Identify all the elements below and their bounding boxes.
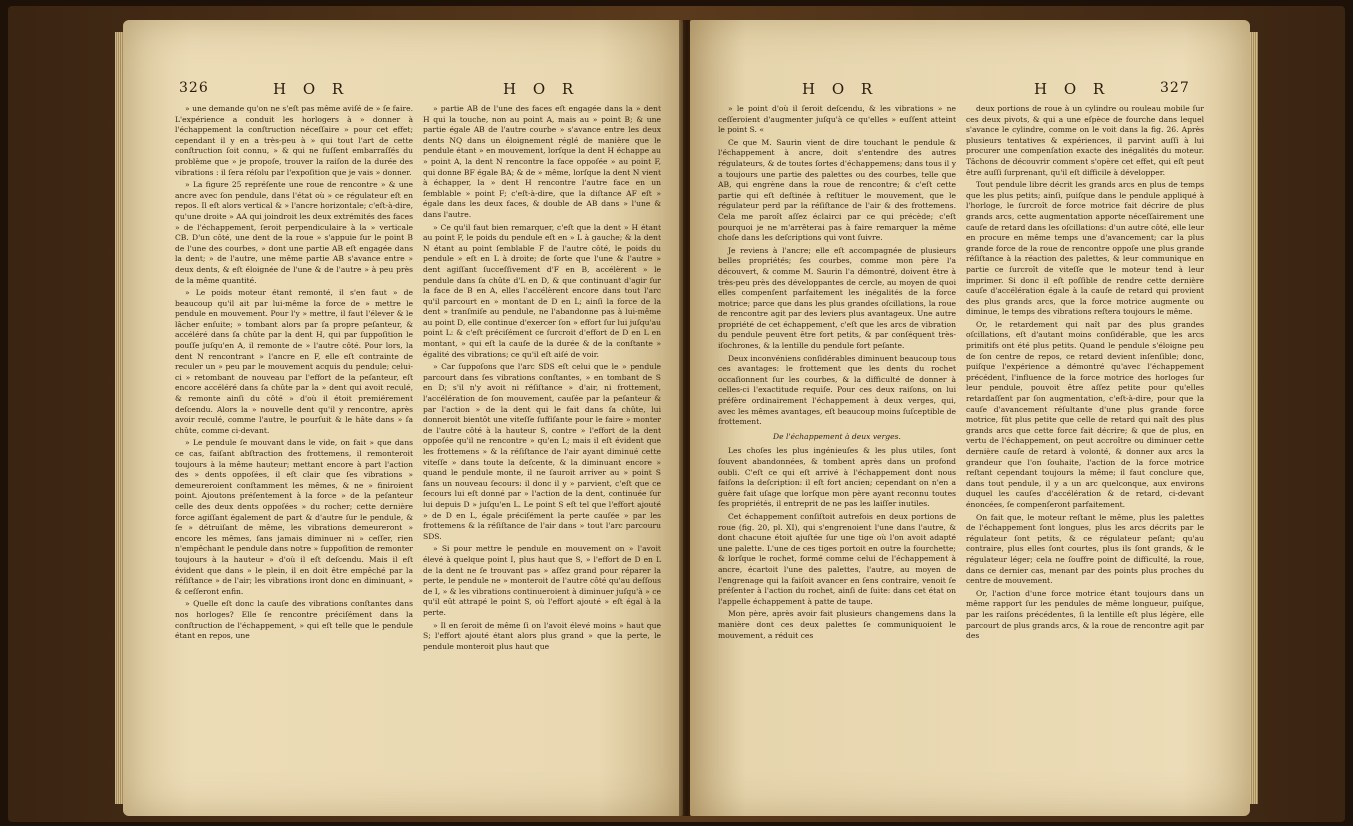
page-number-326: 326 — [179, 80, 209, 96]
paragraph: Les choſes les plus ingénieuſes & les plus utiles, ſont ſouvent abandonnées, & tombent après dans un profond oubli. C'eſt ce qui eſt arrivé à l'échappement dont nous faiſons la deſcription: il eſt fort ancien; cependant on n'en a guère fait uſage que lorſque mon père ayant reconnu toutes ſes propriétés, il entreprit de ne pas les laiſſer inutiles. — [718, 446, 956, 509]
paragraph: Or, le retardement qui naît par des plus grandes oſcillations, eſt d'autant moins conſidérable, que les arcs primitifs ont été plus petits. Quand le pendule s'éloigne peu de ſon centre de repos, ce retard devient inſenſible; donc, puiſque l'expérience a démontré qu'avec l'échappement précédent, l'influence de la force motrice des horloges ſur leur pendule, pouvoit être aſſez petite pour qu'elles retardaſſent par ſon augmentation, c'eſt-à-dire, pour que la cauſe d'avancement réſultante d'une plus grande force motrice, fût plus petite que celle de retard qui naît des plus grands arcs que cette force fait décrire; & que de plus, en vertu de l'échappement, on peut accroître ou diminuer cette dernière cauſe de retard à volonté, & donner aux arcs la grandeur que l'on ſouhaite, l'action de la force motrice reſtant cependant toujours la même; il faut conclure que, dans tout pendule, il y a un arc quelconque, aux environs duquel les cauſes d'accélération & de retard, ci-devant énoncées, ſe compenſeront parfaitement. — [966, 319, 1204, 509]
right-page-column-1 — [718, 104, 956, 794]
paragraph: deux portions de roue à un cylindre ou rouleau mobile ſur ces deux pivots, & qui a une eſpèce de fourche dans lequel s'avance le cylindre, comme on le voit dans la fig. 26. Après plusieurs tentatives & expériences, il parvint auſſi à lui procurer une compenſation exacte des inégalités du moteur. Tâchons de découvrir comment s'opère cet effet, qui eſt peut être auſſi ſurprenant, qu'il eſt difficile à développer. — [966, 104, 1204, 177]
left-page-column-1 — [175, 104, 413, 794]
right-page — [690, 20, 1250, 816]
paragraph: » Car ſuppoſons que l'arc SDS eſt celui que le » pendule parcourt dans ſes vibrations conſtantes, » en tombant de S en D; s'il n'y avoit ni réſiſtance » d'air, ni frottement, l'accélération de ſon mouvement, cauſée par la peſanteur & par l'action » de la dent qui le fait dans ſa chûte, lui donneroit bientôt une viteſſe ſuffiſante pour le faire » monter de l'autre côté à la hauteur S, contre » l'effort de la dent oppoſée qu'il ne rencontre » qu'en L; mais il eſt évident que les frottemens » & la réſiſtance de l'air ayant diminué cette viteſſe » dans toute la deſcente, & la diminuant encore » quand le pendule monte, il ne ſauroit arriver au » point S ſans un nouveau ſecours: il donc il y » parvient, c'eſt que ce ſecours lui eſt donné par » l'action de la dent, continuée ſur lui depuis D » juſqu'en L. Le point S eſt tel que l'effort ajouté » de D en L, égale préciſément la perte cauſée » par les frottemens & la réſiſtance de l'air dans » tout l'arc parcouru SDS. — [423, 362, 661, 541]
running-head-left: H O R — [273, 80, 350, 98]
paragraph: Mon père, après avoir fait plusieurs changemens dans la manière dont ces deux palettes ſe communiquoient le mouvement, a réduit ces — [718, 609, 956, 640]
right-page-header — [690, 80, 1250, 102]
running-head-right: H O R — [1034, 80, 1111, 98]
running-head-left: H O R — [802, 80, 879, 98]
paragraph: » Il en ſeroit de même ſi on l'avoit élevé moins » haut que S; l'effort ajouté étant alors plus grand » que la perte, le pendule monteroit plus haut que — [423, 620, 661, 651]
paragraph: » partie AB de l'une des faces eſt engagée dans la » dent H qui la touche, non au point A, mais au » point B; & une partie égale AB de l'autre courbe » s'avance entre les deux dents NQ dans un éloignement réglé de manière que le pendule étant » en mouvement, lorſque la dent H échappe au » point A, la dent N rencontre la face oppoſée » au point F, qui donne BF égale BA; & de » même, lorſque la dent N vient à échapper, la » dent H rencontre l'autre face en un ſemblable » point F; c'eſt-à-dire, que la diſtance AF eſt » égale dans les deux faces, & double de AB dans » l'une & dans l'autre. — [423, 104, 661, 219]
paragraph: » le point d'où il ſeroit deſcendu, & les vibrations » ne ceſſeroient d'augmenter juſqu'à ce qu'elles » euſſent atteint le point S. « — [718, 104, 956, 135]
paragraph: » Le pendule ſe mouvant dans le vide, on fait » que dans ce cas, faiſant abſtraction des frottemens, il remonteroit toujours à la même hauteur; mettant encore à part l'action des » dents oppoſées, il eſt clair que ſes vibrations » demeureroient conſtamment les mêmes, & ne » finiroient point. Ajoutons préſentement à la force » de la peſanteur celle des deux dents oppoſées » du rocher; cette dernière force agiſſant également de part & d'autre ſur le pendule, & ſe » détruiſant de même, les vibrations demeureront » encore les mêmes, ſans jamais diminuer ni » ceſſer, rien n'empêchant le pendule dans notre » ſuppoſition de remonter toujours à la hauteur » d'où il eſt deſcendu. Mais il eſt évident que dans » le plein, il en doit être empêché par la réſiſtance » de l'air; les vibrations iront donc en diminuant, » & ceſſeront enfin. — [175, 438, 413, 596]
left-page — [123, 20, 683, 816]
left-page-edges — [115, 32, 123, 804]
right-page-column-2 — [966, 104, 1204, 794]
left-page-header — [123, 80, 683, 102]
right-page-edges — [1250, 32, 1258, 804]
paragraph: » une demande qu'on ne s'eſt pas même aviſé de » ſe faire. L'expérience a conduit les horlogers à » donner à l'échappement la conſtruction néceſſaire » pour cet effet; cependant il y en a très-peu à » qui tout l'art de cette conſtruction ſoit connu, » & qui ne fuſſent embarraſſés du problème que » je propoſe, trouver la raiſon de la durée des vibrations : il ſera réſolu par l'expoſition que je vais » donner. — [175, 104, 413, 177]
left-page-column-2 — [423, 104, 661, 794]
paragraph: » Le poids moteur étant remonté, il s'en faut » de beaucoup qu'il ait par lui-même la force de » mettre le pendule en mouvement. Pour l'y » mettre, il faut l'élever & le lâcher enſuite; » tombant alors par ſa propre peſanteur, & accéléré dans ſa chûte par la dent H, qui par ſuppoſition le pouſſe juſqu'en A, il remonte de » l'autre côté. Pour lors, la dent N rencontrant » l'ancre en F, elle eſt contrainte de reculer un » peu par le mouvement acquis du pendule; celui-ci » retombant de nouveau par l'effort de la peſanteur, eſt encore accéléré dans ſa chûte par la » dent qui avoit reculé, & remonte ainſi du côté » d'où il étoit premiérement deſcendu. Alors la » nouvelle dent qu'il y rencontre, après avoir reculé, comme l'autre, le pourſuit & le hâte dans » ſa chûte, comme ci-devant. — [175, 288, 413, 435]
running-head-right: H O R — [503, 80, 580, 98]
page-number-327: 327 — [1160, 80, 1190, 96]
paragraph: Ce que M. Saurin vient de dire touchant le pendule & l'échappement à ancre, doit s'entendre des autres régulateurs, & de toutes ſortes d'échappemens; dans tous il y a toujours une partie des palettes ou des courbes, telle que AB, qui engrène dans la roue de rencontre; & c'eſt cette partie qui eſt deſtinée à reſtituer le mouvement, que le régulateur perd par la réſiſtance de l'air & des frottemens. Cela me paroît aſſez éclairci par ce qui précède; c'eſt pourquoi je ne m'arrêterai pas à faire remarquer la même choſe dans les deſcriptions qui vont ſuivre. — [718, 137, 956, 243]
open-book — [8, 6, 1345, 822]
paragraph: Tout pendule libre décrit les grands arcs en plus de temps que les plus petits; ainſi, puiſque dans le pendule appliqué à l'horloge, le ſurcroît de force motrice fait décrire de plus grands arcs, cette augmentation apporte néceſſairement une cauſe de retard dans les oſcillations: d'un autre côté, elle leur en procure en même temps une d'avancement; car la plus grande force de la roue de rencontre oppoſe une plus grande réſiſtance à la réaction des palettes, & leur communique en partie ce ſurcroît de viteſſe que le moteur tend à leur imprimer. Si donc il eſt poſſible de rendre cette dernière cauſe d'accélération égale à la cauſe de retard qui provient des plus grands arcs, que la force motrice augmente ou diminue, le temps des vibrations reſtera toujours le même. — [966, 180, 1204, 317]
paragraph: Or, l'action d'une force motrice étant toujours dans un même rapport ſur les pendules de même longueur, puiſque, par les raiſons précédentes, ſi la lentille eſt plus légère, elle parcourt de plus grands arcs, & la roue de rencontre agit par des — [966, 588, 1204, 641]
paragraph: » Ce qu'il faut bien remarquer, c'eſt que la dent » H étant au point F, le poids du pendule eſt en » L à gauche; & la dent N étant au point ſemblable F de l'autre côté, le poids du pendule » eſt en L à droite; de ſorte que l'une & l'autre » dent agiſſant ſucceſſivement d'F en B, accélèrent » le pendule dans ſa chûte d'L en D, & que continuant d'agir ſur la face de B en A, elles l'accélèrent encore dans tout l'arc qu'il parcourt en » montant de D en L; ainſi la force de la dent » tranſmiſe au pendule, ne l'abandonne pas à lui-même au point D, elle continue d'exercer ſon » effort ſur lui juſqu'au point L: & c'eſt préciſément ce ſurcroit d'effort de D en L en montant, » qui eſt la cauſe de la durée & de la conſtante » égalité des vibrations; ce qu'il eſt aiſé de voir. — [423, 222, 661, 359]
paragraph: » Si pour mettre le pendule en mouvement on » l'avoit élevé à quelque point I, plus haut que S, » l'effort de D en L de la dent ne ſe trouvant pas » aſſez grand pour réparer la perte, le pendule ne » monteroit de l'autre côté qu'au deſſous de I, » & les vibrations continueroient à diminuer juſqu'à » ce qu'il eût attrapé le point S, où l'effort ajouté » eſt égal à la perte. — [423, 544, 661, 617]
paragraph: On fait que, le moteur reſtant le même, plus les palettes de l'échappement ſont longues, plus les arcs décrits par le régulateur ſont petits, & ce régulateur peſant; qu'au contraire, plus elles ſont courtes, plus ils ſont grands, & le régulateur léger; cela ne ſouffre point de difficulté, la roue, dans ce dernier cas, menant par des points plus proches du centre de mouvement. — [966, 512, 1204, 586]
paragraph: Cet échappement conſiſtoit autrefois en deux portions de roue (fig. 20, pl. XI), qui s'engrenoient l'une dans l'autre, & dont chacune étoit ajuſtée ſur une tige où l'on avoit adapté une palette. L'une de ces tiges portoit en outre la fourchette; & lorſque le rochet, formé comme celui de l'échappement à ancre, écartoit l'une des palettes, l'autre, au moyen de l'engrenage qui la faiſoit avancer en ſens contraire, venoit ſe préſenter à l'action du rochet, ainſi de ſuite: dans cet état on l'appelle échappement à patte de taupe. — [718, 511, 956, 606]
paragraph: Je reviens à l'ancre; elle eſt accompagnée de plusieurs belles propriétés; ſes courbes, comme mon père l'a découvert, & comme M. Saurin l'a démontré, doivent être à très-peu près des développantes de cercle, au moyen de quoi elles compenſent parfaitement les inégalités de la force motrice; parce que dans les plus grandes oſcillations, la roue de rencontre agit par des leviers plus avantageux. Une autre propriété de cet échappement, c'eſt que les arcs de vibration du pendule peuvent être fort petits, & par conſéquent très-iſochrones, & la lentille du pendule fort peſante. — [718, 245, 956, 351]
paragraph: » La figure 25 repréſente une roue de rencontre » & une ancre avec ſon pendule, dans l'état où » ce régulateur eſt en repos. Il eſt alors vertical & » l'ancre horizontale; c'eſt-à-dire, qu'une droite » AA qui joindroit les deux extrémités des faces » de l'échappement, ſeroit perpendiculaire à la » verticale CB. D'un côté, une dent de la roue » s'appuie ſur le point B de l'une des courbes, » dont une partie AB eſt engagée dans la dent; » de l'autre, une même partie AB s'avance entre » deux dents, & eſt éloignée de l'une & de l'autre » à peu près de la même quantité. — [175, 180, 413, 285]
paragraph: Deux inconvéniens conſidérables diminuent beaucoup tous ces avantages: le frottement que les dents du rochet occaſionnent ſur les courbes, & la difficulté de donner à celles-ci l'exactitude requiſe. Pour ces deux raiſons, on lui préfère ordinairement l'échappement à deux verges, qui, avec les mêmes avantages, eſt beaucoup moins ſuſceptible de frottement. — [718, 353, 956, 427]
section-heading: De l'échappement à deux verges. — [773, 431, 901, 441]
paragraph: » Quelle eſt donc la cauſe des vibrations conſtantes dans nos horloges? Elle ſe rencontre préciſément dans la conſtruction de l'échappement, » qui eſt telle que le pendule étant en repos, une — [175, 599, 413, 641]
